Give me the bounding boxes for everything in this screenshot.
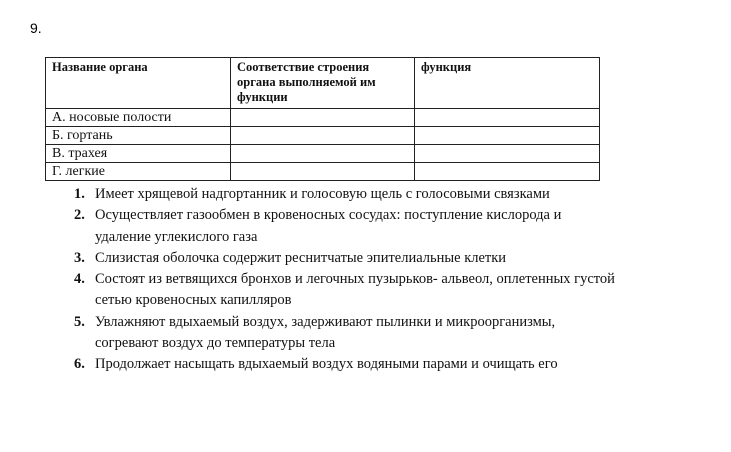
statement-item: [56, 248, 616, 269]
statement-number: 4.: [74, 271, 85, 288]
statement-text: Состоят из ветвящихся бронхов и легочных пузырьков- альвеол, оплетенных густой сетью кровеносных капилляров: [95, 271, 615, 309]
statement-number: 6.: [74, 356, 85, 373]
organ-name-cell: Г. легкие: [46, 163, 231, 181]
statement-text: Продолжает насыщать вдыхаемый воздух водяными парами и очищать его: [95, 356, 558, 373]
table-row: [46, 145, 600, 163]
function-cell: [415, 145, 600, 163]
organ-name-cell: А. носовые полости: [46, 109, 231, 127]
header-structure-match: Соответствие строения органа выполняемой им функции: [231, 58, 415, 109]
statement-text: Имеет хрящевой надгортанник и голосовую щель с голосовыми связками: [95, 186, 550, 202]
statement-number: 2.: [74, 207, 85, 224]
statement-text: Осуществляет газообмен в кровеносных сосудах: поступление кислорода и удаление углекислого газа: [95, 207, 562, 245]
statement-number: 5.: [74, 313, 85, 330]
table-row: [46, 109, 600, 127]
table-header-row: [46, 58, 600, 109]
organ-name-cell: В. трахея: [46, 145, 231, 163]
organ-name-cell: Б. гортань: [46, 127, 231, 145]
function-cell: [415, 163, 600, 181]
statement-item: [56, 205, 616, 248]
header-function: функция: [415, 58, 600, 109]
statement-item: [56, 354, 616, 375]
statement-text: Увлажняют вдыхаемый воздух, задерживают пылинки и микроорганизмы, согревают воздух до температуры тела: [95, 313, 556, 352]
structure-cell: [231, 163, 415, 181]
structure-cell: [231, 127, 415, 145]
function-cell: [415, 127, 600, 145]
statement-item: [56, 312, 616, 355]
header-organ-name: Название органа: [46, 58, 231, 109]
statement-number: 1.: [74, 186, 85, 202]
structure-cell: [231, 145, 415, 163]
function-cell: [415, 109, 600, 127]
statement-item: [56, 269, 616, 312]
statement-number: 3.: [74, 249, 85, 266]
organ-table: [45, 57, 600, 181]
structure-cell: [231, 109, 415, 127]
statement-text: Слизистая оболочка содержит реснитчатые эпителиальные клетки: [95, 249, 507, 266]
table-row: [46, 163, 600, 181]
table-row: [46, 127, 600, 145]
statement-item: [56, 184, 616, 205]
question-number: 9.: [30, 20, 42, 36]
statement-list: [56, 184, 616, 376]
